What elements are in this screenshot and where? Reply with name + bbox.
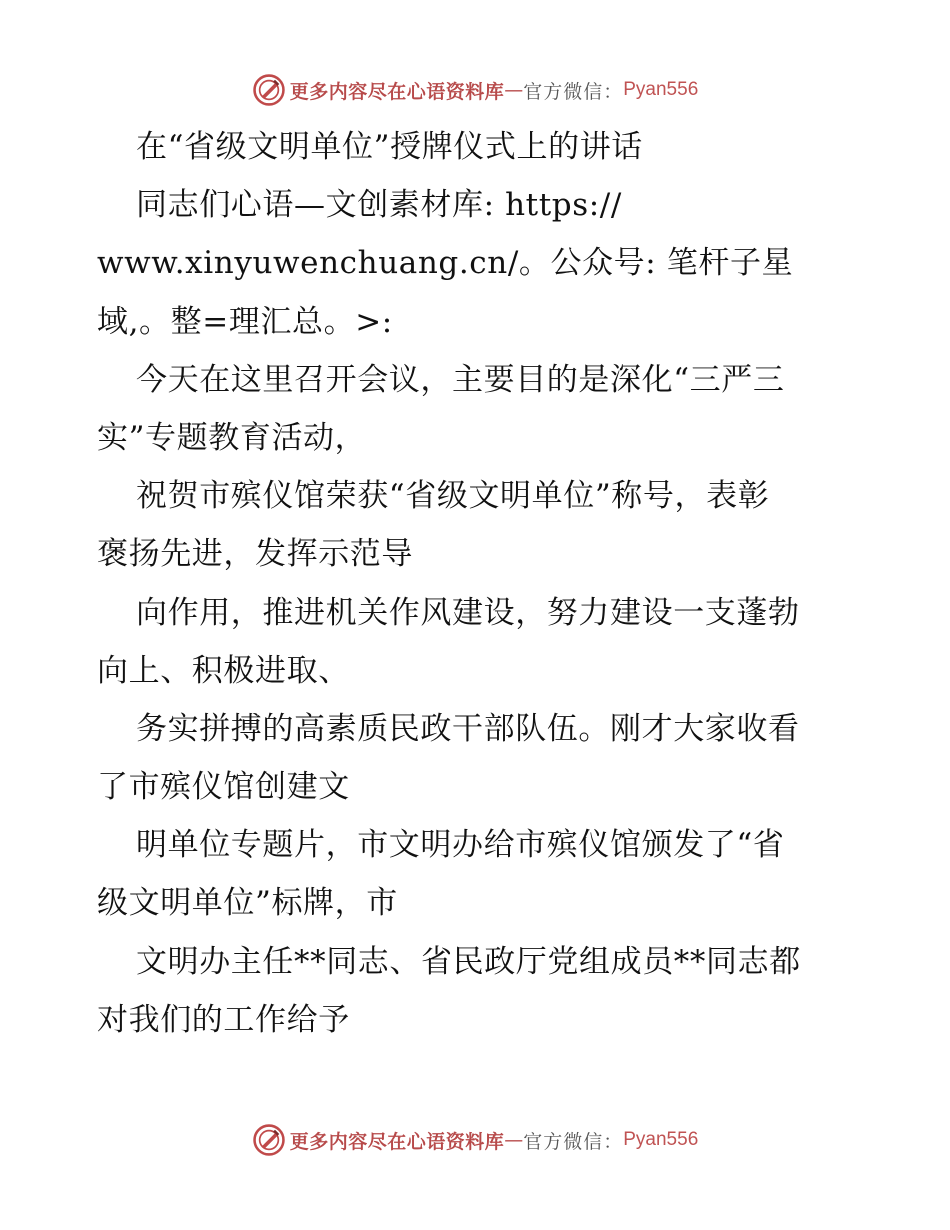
watermark-dash: —	[504, 1129, 524, 1151]
document-line: 同志们心语—文创素材库: https://	[136, 187, 622, 224]
watermark-official-label: 官方微信：	[523, 1130, 624, 1153]
header-watermark	[0, 70, 950, 110]
seal-logo-icon	[252, 1123, 286, 1157]
document-line: 实”专题教育活动，	[97, 419, 367, 456]
watermark-wechat-id: Pyan556	[623, 1129, 699, 1150]
document-line: 今天在这里召开会议，主要目的是深化“三严三	[136, 361, 785, 398]
watermark-main-text: 更多内容尽在心语资料库	[289, 80, 505, 103]
document-line: 域,。整=理汇总。>:	[97, 303, 393, 340]
document-line: 褒扬先进，发挥示范导	[97, 536, 413, 573]
watermark-dash: —	[504, 79, 524, 101]
document-line: 级文明单位”标牌，市	[97, 885, 398, 922]
document-title: 在“省级文明单位”授牌仪式上的讲话	[136, 129, 643, 165]
document-line: 了市殡仪馆创建文	[97, 769, 350, 806]
seal-logo-icon	[252, 73, 286, 107]
document-line: www.xinyuwenchuang.cn/。公众号: 笔杆子星	[97, 245, 794, 282]
watermark-official-label: 官方微信：	[523, 80, 624, 103]
document-body	[97, 118, 857, 1049]
watermark-main-text: 更多内容尽在心语资料库	[289, 1130, 505, 1153]
document-line: 祝贺市殡仪馆荣获“省级文明单位”称号，表彰	[136, 478, 770, 515]
document-line: 务实拼搏的高素质民政干部队伍。刚才大家收看	[136, 710, 800, 747]
document-line: 明单位专题片，市文明办给市殡仪馆颁发了“省	[136, 827, 785, 864]
document-line: 对我们的工作给予	[97, 1001, 350, 1038]
document-line: 向上、积极进取、	[97, 652, 350, 689]
document-line: 文明办主任**同志、省民政厅党组成员**同志都	[136, 943, 801, 980]
document-line: 向作用，推进机关作风建设，努力建设一支蓬勃	[136, 594, 800, 631]
footer-watermark	[0, 1120, 950, 1160]
watermark-wechat-id: Pyan556	[623, 79, 699, 100]
